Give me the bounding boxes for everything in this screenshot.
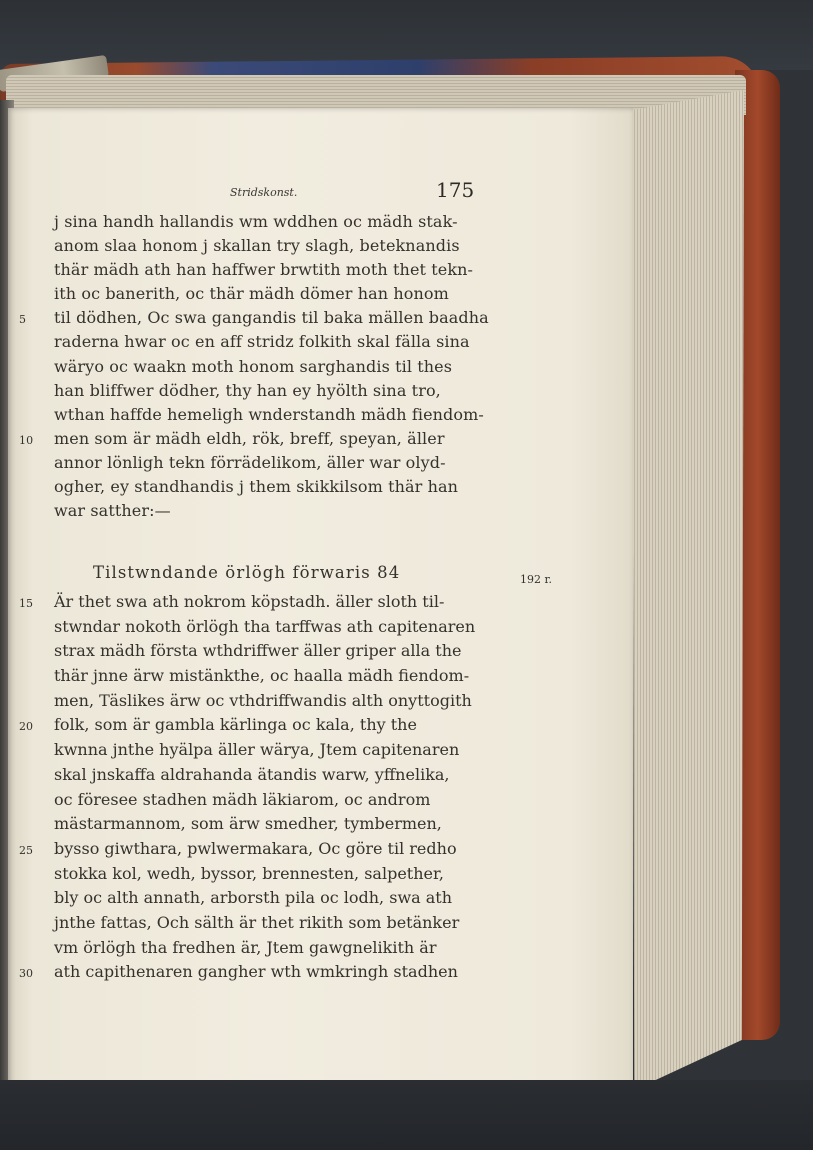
text-line-content: til dödhen, Oc swa gangandis til baka mällen baadha <box>54 308 489 328</box>
text-line: bly oc alth annath, arborsth pila oc lodh, swa ath <box>54 888 453 908</box>
text-line <box>19 713 514 738</box>
text-line: skal jnskaffa aldrahanda ätandis warw, yffnelika, <box>54 764 450 784</box>
book-page <box>8 108 633 1098</box>
text-line: wäryo oc waakn moth honom sarghandis til thes <box>54 356 453 376</box>
text-line: thär mädh ath han haffwer brwtith moth thet tekn- <box>54 260 474 280</box>
text-line: strax mädh första wthdriffwer äller griper alla the <box>54 641 462 661</box>
running-title: Stridskonst. <box>230 186 298 199</box>
text-line: j sina handh hallandis wm wddhen oc mädh stak- <box>54 212 458 231</box>
line-number: 15 <box>19 597 33 610</box>
text-line-content: bysso giwthara, pwlwermakara, Oc göre til redho <box>54 838 457 858</box>
text-line: thär jnne ärw mistänkthe, oc haalla mädh fiendom- <box>54 666 470 686</box>
margin-reference: 192 r. <box>520 573 553 586</box>
text-line <box>19 960 514 985</box>
page-number: 175 <box>436 178 475 202</box>
paragraph-2 <box>19 590 514 985</box>
section-heading: Tilstwndande örlögh förwaris 84 <box>93 563 401 582</box>
line-number: 5 <box>19 313 27 327</box>
text-line <box>19 427 514 451</box>
text-line: kwnna jnthe hyälpa äller wärya, Jtem capitenaren <box>54 740 460 760</box>
text-line-content: ath capithenaren gangher wth wmkringh stadhen <box>54 962 458 982</box>
text-line: stwndar nokoth örlögh tha tarffwas ath capitenaren <box>54 616 476 636</box>
text-line-content: folk, som är gambla kärlinga oc kala, thy the <box>54 715 417 735</box>
text-line: stokka kol, wedh, byssor, brennesten, salpether, <box>54 863 444 883</box>
paragraph-1 <box>19 210 514 523</box>
text-line <box>19 306 514 330</box>
text-line: raderna hwar oc en aff stridz folkith skal fälla sina <box>54 332 470 352</box>
text-line: oc föresee stadhen mädh läkiarom, oc androm <box>54 789 431 809</box>
text-line: wthan haffde hemeligh wnderstandh mädh fiendom- <box>54 404 484 424</box>
text-line <box>19 590 514 615</box>
text-line-content: men som är mädh eldh, rök, breff, speyan, äller <box>54 428 445 448</box>
text-line: war satther:— <box>54 501 171 521</box>
line-number: 10 <box>19 433 34 447</box>
text-line <box>19 837 514 862</box>
line-number: 25 <box>19 843 33 857</box>
text-line: jnthe fattas, Och sälth är thet rikith som betänker <box>54 912 460 932</box>
text-line: vm örlögh tha fredhen är, Jtem gawgnelikith är <box>54 937 437 957</box>
text-line-content: Är thet swa ath nokrom köpstadh. äller sloth til- <box>54 592 445 611</box>
text-line: ith oc banerith, oc thär mädh dömer han honom <box>54 284 449 304</box>
line-number: 30 <box>19 967 33 981</box>
text-line: annor lönligh tekn förrädelikom, äller war olyd- <box>54 452 446 472</box>
text-line: men, Täslikes ärw oc vthdriffwandis alth onyttogith <box>54 690 472 710</box>
text-line: anom slaa honom j skallan try slagh, beteknandis <box>54 236 460 256</box>
text-line: ogher, ey standhandis j them skikkilsom thär han <box>54 477 459 497</box>
page-edges-right <box>632 90 744 1090</box>
text-line: mästarmannom, som ärw smedher, tymbermen, <box>54 814 442 834</box>
text-line: han bliffwer dödher, thy han ey hyölth sina tro, <box>54 380 441 400</box>
line-number: 20 <box>19 720 33 734</box>
background-bottom <box>0 1080 813 1150</box>
